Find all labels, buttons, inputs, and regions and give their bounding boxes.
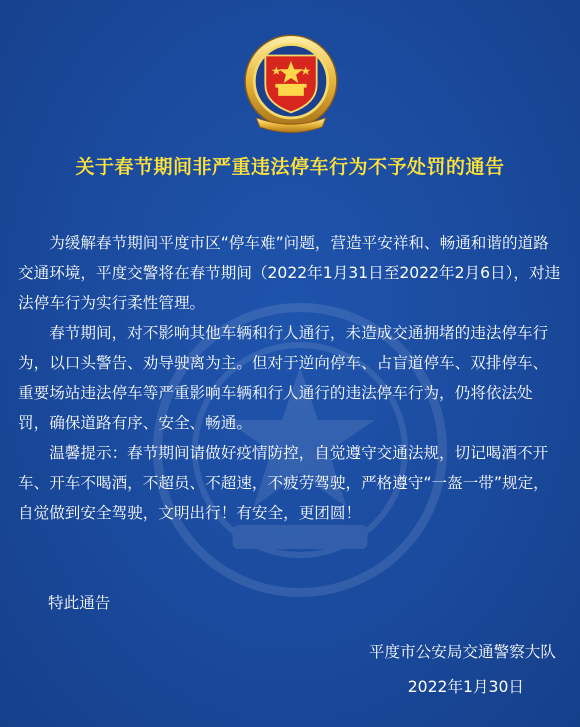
notice-body bbox=[18, 228, 562, 528]
notice-title: 关于春节期间非严重违法停车行为不予处罚的通告 bbox=[75, 156, 505, 178]
notice-paragraph: 为缓解春节期间平度市区“停车难”问题，营造平安祥和、畅通和谐的道路交通环境，平度交警将在春节期间（2022年1月31日至2022年2月6日），对违法停车行为实行柔性管理。 bbox=[18, 234, 561, 312]
police-emblem-icon bbox=[236, 28, 346, 138]
notice-paragraph: 春节期间，对不影响其他车辆和行人通行，未造成交通拥堵的违法停车行为，以口头警告、劝导驶离为主。但对于逆向停车、占盲道停车、双排停车、重要场站违法停车等严重影响车辆和行人通行的违法停车行为，仍将依法处罚，确保道路有序、安全、畅通。 bbox=[18, 324, 549, 432]
notice-paragraph: 温馨提示：春节期间请做好疫情防控，自觉遵守交通法规，切记喝酒不开车、开车不喝酒，不超员、不超速，不疲劳驾驶，严格遵守“一盔一带”规定，自觉做到安全驾驶，文明出行！有安全，更团圆！ bbox=[18, 444, 549, 522]
notice-date: 2022年1月30日 bbox=[407, 678, 524, 696]
notice-closing: 特此通告 bbox=[48, 594, 111, 612]
notice-issuer: 平度市公安局交通警察大队 bbox=[368, 643, 556, 661]
